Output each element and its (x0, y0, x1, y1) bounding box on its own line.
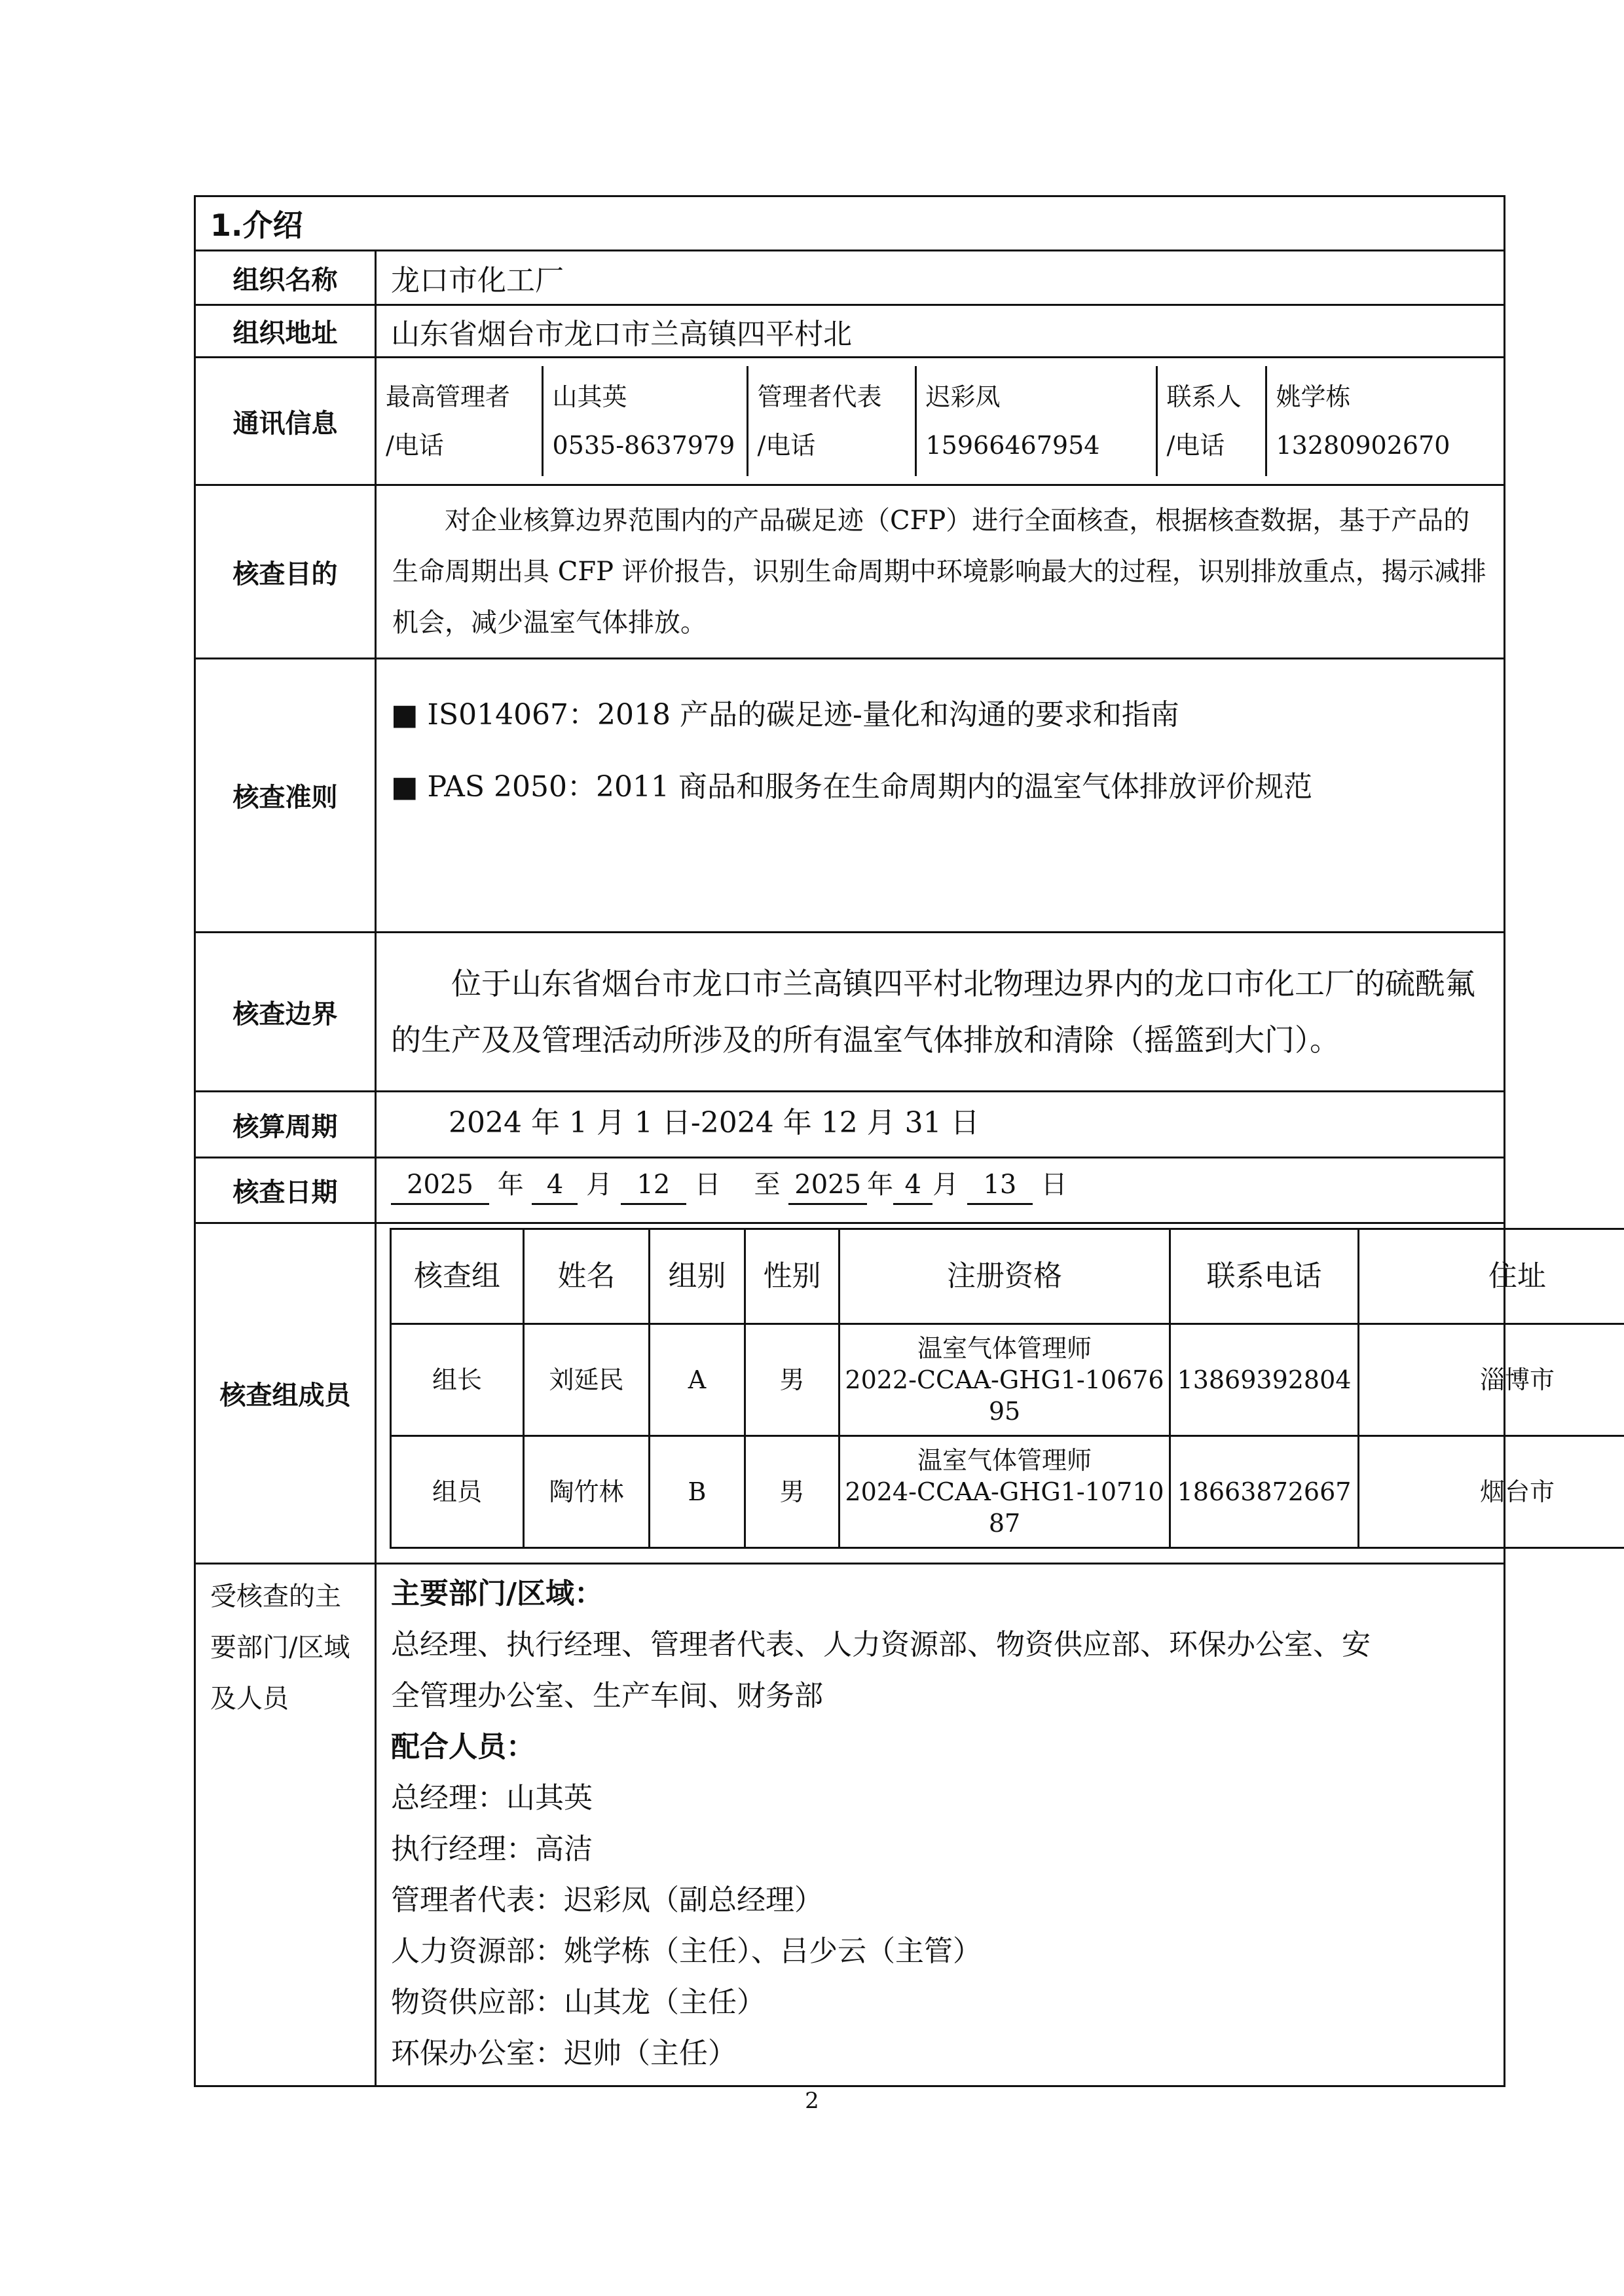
main-departments-title: 主要部门/区域： (391, 1577, 604, 1610)
rep-info: 迟彩凤 15966467954 (915, 366, 1156, 476)
purpose-label: 核查目的 (195, 485, 376, 659)
org-name-value: 龙口市化工厂 (376, 251, 1505, 305)
period-label: 核算周期 (195, 1092, 376, 1158)
contact-label: 通讯信息 (195, 358, 376, 485)
members-cell (376, 1223, 1555, 1564)
list-item: 环保办公室：迟帅（主任） (391, 2037, 737, 2070)
criteria-item-iso14067: ■ IS014067：2018 产品的碳足迹-量化和沟通的要求和指南 (391, 698, 1179, 731)
member-address: 淄博市 (1359, 1324, 1624, 1436)
member-sex: 男 (745, 1324, 840, 1436)
org-address-row (195, 305, 1505, 358)
boundary-label: 核查边界 (195, 933, 376, 1092)
table-row (391, 1436, 1624, 1548)
col-header-sex: 性别 (745, 1229, 840, 1324)
staff-title: 配合人员： (391, 1730, 535, 1764)
member-phone: 13869392804 (1170, 1324, 1359, 1436)
member-qualification: 温室气体管理师 2022-CCAA-GHG1-10676 95 (840, 1324, 1170, 1436)
section-title: 1.介绍 (195, 196, 1505, 251)
purpose-row (195, 485, 1505, 659)
list-item: 执行经理：高洁 (391, 1832, 593, 1866)
members-header-row (391, 1229, 1624, 1324)
org-address-value: 山东省烟台市龙口市兰高镇四平村北 (376, 305, 1505, 358)
list-item: 物资供应部：山其龙（主任） (391, 1986, 766, 2019)
departments-row (195, 1564, 1505, 2086)
departments-label: 受核查的主 要部门/区域 及人员 (195, 1564, 376, 2086)
member-phone: 18663872667 (1170, 1436, 1359, 1548)
boundary-text: 位于山东省烟台市龙口市兰高镇四平村北物理边界内的龙口市化工厂的硫酰氟的生产及及管理活动所涉及的所有温室气体排放和清除（摇篮到大门）。 (376, 933, 1505, 1092)
top-manager-label: 最高管理者 /电话 (386, 382, 511, 460)
member-group: B (650, 1436, 745, 1548)
contact-person-label: 联系人 /电话 (1156, 366, 1266, 476)
org-name-label: 组织名称 (195, 251, 376, 305)
list-item: 总经理：山其英 (391, 1781, 593, 1815)
col-header-group: 组别 (650, 1229, 745, 1324)
col-header-phone: 联系电话 (1170, 1229, 1359, 1324)
top-manager-info: 山其英 0535-8637979 (542, 366, 747, 476)
contact-cell (376, 358, 1505, 485)
criteria-row (195, 659, 1505, 933)
col-header-role: 核查组 (391, 1229, 524, 1324)
members-row (195, 1223, 1505, 1564)
dates-row (195, 1158, 1505, 1223)
member-name: 陶竹林 (524, 1436, 650, 1548)
member-qualification: 温室气体管理师 2024-CCAA-GHG1-10710 87 (840, 1436, 1170, 1548)
purpose-text: 对企业核算边界范围内的产品碳足迹（CFP）进行全面核查，根据核查数据，基于产品的生命周期出具 CFP 评价报告，识别生命周期中环境影响最大的过程，识别排放重点，揭示减排机会，减少温室气体排放。 (376, 485, 1505, 659)
page-number: 2 (805, 2088, 819, 2114)
member-name: 刘延民 (524, 1324, 650, 1436)
period-row (195, 1092, 1505, 1158)
criteria-item-pas2050: ■ PAS 2050：2011 商品和服务在生命周期内的温室气体排放评价规范 (391, 770, 1312, 804)
member-group: A (650, 1324, 745, 1436)
members-table (390, 1228, 1624, 1549)
org-address-label: 组织地址 (195, 305, 376, 358)
rep-label: 管理者代表 /电话 (747, 366, 915, 476)
table-row (391, 1324, 1624, 1436)
col-header-address: 住址 (1359, 1229, 1624, 1324)
list-item: 人力资源部：姚学栋（主任）、吕少云（主管） (391, 1935, 982, 1968)
dates-label: 核查日期 (195, 1158, 376, 1223)
contact-row (195, 358, 1505, 485)
main-departments-text-2: 全管理办公室、生产车间、财务部 (391, 1679, 823, 1713)
departments-content (376, 1564, 1505, 2086)
period-value: 2024 年 1 月 1 日-2024 年 12 月 31 日 (376, 1092, 1505, 1158)
member-role: 组员 (391, 1436, 524, 1548)
member-address: 烟台市 (1359, 1436, 1624, 1548)
members-label: 核查组成员 (195, 1223, 376, 1564)
col-header-name: 姓名 (524, 1229, 650, 1324)
contact-person-info: 姚学栋 13280902670 (1266, 366, 1504, 476)
dates-value: 2025 年 4 月 12 日 至 2025 年 4 月 13 日 (376, 1158, 1505, 1223)
member-sex: 男 (745, 1436, 840, 1548)
section-header-row (195, 196, 1505, 251)
criteria-list (376, 659, 1505, 933)
list-item: 管理者代表：迟彩凤（副总经理） (391, 1883, 823, 1917)
contact-table (377, 366, 1504, 476)
col-header-qualification: 注册资格 (840, 1229, 1170, 1324)
criteria-label: 核查准则 (195, 659, 376, 933)
org-name-row (195, 251, 1505, 305)
member-role: 组长 (391, 1324, 524, 1436)
boundary-row (195, 933, 1505, 1092)
main-departments-text-1: 总经理、执行经理、管理者代表、人力资源部、物资供应部、环保办公室、安 (391, 1628, 1371, 1661)
report-table (194, 195, 1555, 2087)
